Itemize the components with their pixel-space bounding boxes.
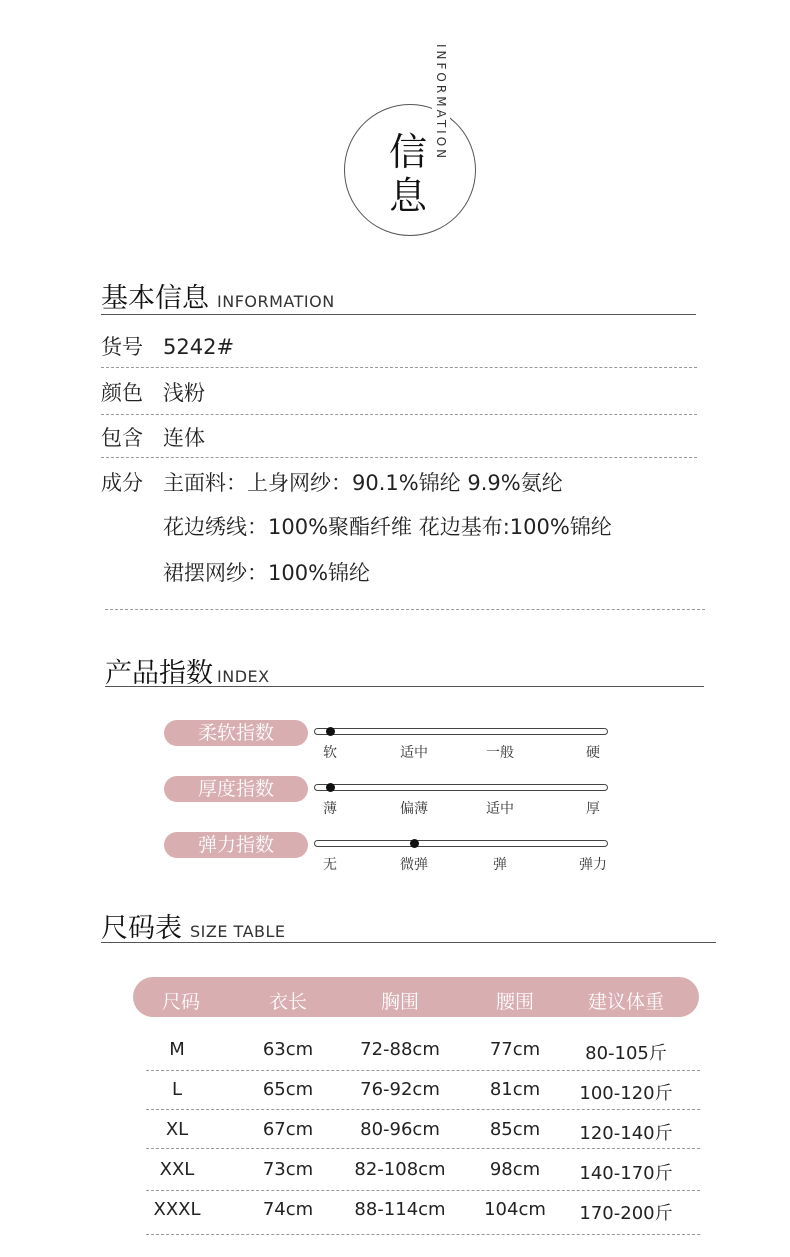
size-table-row-divider	[146, 1070, 700, 1071]
size-table-row-divider	[146, 1148, 700, 1149]
size-table-cell: 80-96cm	[360, 1119, 440, 1140]
info-value: 主面料：上身网纱：90.1%锦纶 9.9%氨纶	[163, 471, 563, 495]
size-table-cell: 74cm	[262, 1199, 314, 1220]
size-table-cell: XXXL	[153, 1199, 201, 1220]
size-table-cell: XXL	[159, 1159, 195, 1180]
badge-char-2: 息	[389, 174, 428, 218]
index-label-pill: 厚度指数	[164, 776, 308, 802]
size-table-cell: 82-108cm	[354, 1159, 446, 1180]
index-slider-track	[314, 784, 608, 791]
info-key: 颜色	[101, 381, 143, 405]
index-heading	[105, 651, 270, 690]
size-table-row-divider	[146, 1190, 700, 1191]
index-label-pill: 柔软指数	[164, 720, 308, 746]
info-row-includes	[101, 422, 205, 452]
size-table-heading	[101, 906, 286, 945]
index-label-pill: 弹力指数	[164, 832, 308, 858]
index-level-marker	[326, 783, 335, 792]
basic-info-heading	[101, 276, 335, 315]
size-table-cell: 72-88cm	[360, 1039, 440, 1060]
size-table-header-cell: 胸围	[380, 991, 420, 1013]
index-tick-label: 一般	[486, 745, 514, 761]
size-table-cell: 73cm	[262, 1159, 314, 1180]
index-tick-label: 软	[323, 745, 337, 761]
index-tick-label: 偏薄	[400, 801, 428, 817]
size-table-cell: 76-92cm	[360, 1079, 440, 1100]
info-value: 浅粉	[163, 381, 205, 405]
size-table-cell: 80-105斤	[585, 1043, 667, 1064]
size-table-cell: 120-140斤	[579, 1123, 673, 1144]
size-table-cell: M	[169, 1039, 185, 1060]
size-table-cell: 67cm	[262, 1119, 314, 1140]
composition-line-3: 裙摆网纱：100%锦纶	[163, 561, 371, 585]
index-title: 产品指数	[105, 658, 213, 689]
size-table-cell: 81cm	[489, 1079, 541, 1100]
divider	[101, 457, 697, 458]
badge-english-label: INFORMATION	[432, 44, 450, 184]
size-table-cell: XL	[165, 1119, 189, 1140]
size-table-cell: 98cm	[489, 1159, 541, 1180]
info-row-color	[101, 377, 205, 407]
size-table-subtitle: SIZE TABLE	[190, 922, 286, 941]
divider	[101, 367, 697, 368]
index-tick-label: 硬	[586, 745, 600, 761]
size-table-row-divider	[146, 1234, 700, 1235]
size-table-cell: L	[171, 1079, 183, 1100]
size-table-cell: 170-200斤	[579, 1203, 673, 1224]
info-row-composition	[101, 467, 563, 497]
size-table-cell: 140-170斤	[579, 1163, 673, 1184]
info-key: 成分	[101, 471, 143, 495]
info-value: 5242#	[163, 335, 235, 359]
basic-info-title: 基本信息	[101, 283, 209, 314]
info-key: 货号	[101, 335, 143, 359]
size-table-cell: 63cm	[262, 1039, 314, 1060]
size-table-header-cell: 腰围	[495, 991, 535, 1013]
size-table-cell: 65cm	[262, 1079, 314, 1100]
info-row-item-no	[101, 331, 234, 361]
size-table-cell: 85cm	[489, 1119, 541, 1140]
index-tick-label: 无	[323, 857, 337, 873]
index-tick-label: 薄	[323, 801, 337, 817]
index-tick-label: 弹力	[579, 857, 607, 873]
size-table-cell: 88-114cm	[354, 1199, 446, 1220]
basic-info-rule	[101, 314, 696, 315]
composition-line-2: 花边绣线：100%聚酯纤维 花边基布:100%锦纶	[163, 515, 612, 539]
index-tick-label: 弹	[493, 857, 507, 873]
basic-info-subtitle: INFORMATION	[217, 292, 335, 311]
index-slider-track	[314, 728, 608, 735]
index-tick-label: 适中	[486, 801, 514, 817]
info-key: 包含	[101, 426, 143, 450]
index-level-marker	[326, 727, 335, 736]
index-level-marker	[410, 839, 419, 848]
index-tick-label: 厚	[586, 801, 600, 817]
size-table-row-divider	[146, 1109, 700, 1110]
size-table-rule	[101, 942, 716, 943]
info-badge-circle	[344, 104, 476, 236]
size-table-title: 尺码表	[101, 913, 182, 944]
size-table-cell: 100-120斤	[579, 1083, 673, 1104]
index-rule	[105, 686, 704, 687]
index-slider-track	[314, 840, 608, 847]
info-value: 连体	[163, 426, 205, 450]
index-tick-label: 适中	[400, 745, 428, 761]
size-table-cell: 104cm	[484, 1199, 546, 1220]
size-table-cell: 77cm	[489, 1039, 541, 1060]
size-table-header	[133, 977, 699, 1017]
size-table-header-cell: 尺码	[161, 991, 201, 1013]
index-subtitle: INDEX	[217, 667, 270, 686]
size-table-header-cell: 衣长	[268, 991, 308, 1013]
divider	[105, 609, 705, 610]
badge-char-1: 信	[389, 130, 428, 174]
size-table-header-cell: 建议体重	[587, 991, 665, 1013]
index-tick-label: 微弹	[400, 857, 428, 873]
divider	[101, 414, 697, 415]
